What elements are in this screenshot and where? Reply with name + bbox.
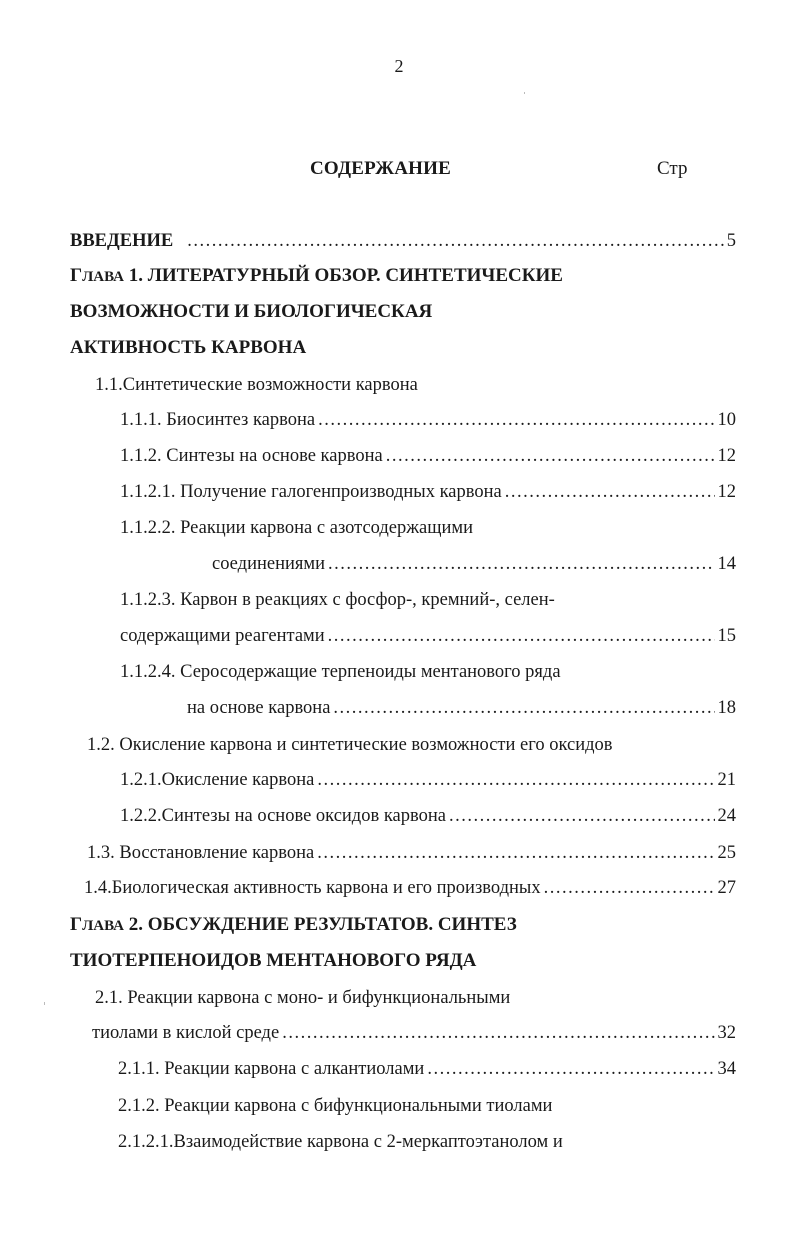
toc-entry-1-1-2-4-line1: 1.1.2.4. Серосодержащие терпеноиды ментанового ряда	[120, 662, 561, 682]
entry-page: 21	[717, 770, 736, 790]
chapter-prefix-rest: ЛАВА	[82, 269, 124, 285]
chapter-prefix-rest: ЛАВА	[82, 918, 124, 934]
entry-text: 1.1.1. Биосинтез карвона	[120, 410, 316, 430]
page-number: 2	[394, 56, 404, 76]
entry-page: 5	[726, 231, 736, 251]
chapter-1-heading-line3: АКТИВНОСТЬ КАРВОНА	[70, 337, 307, 358]
leader-dots	[427, 1057, 714, 1081]
toc-entry-2-1-2-1: 2.1.2.1.Взаимодействие карвона с 2-меркаптоэтанолом и	[118, 1132, 563, 1152]
toc-entry-1-4	[84, 876, 736, 900]
toc-entry-intro	[70, 229, 736, 253]
leader-dots	[333, 696, 714, 720]
toc-entry-1-1: 1.1.Синтетические возможности карвона	[95, 375, 418, 395]
leader-dots	[449, 804, 715, 828]
entry-text: тиолами в кислой среде	[92, 1023, 280, 1043]
entry-page: 27	[717, 878, 736, 898]
entry-page: 25	[717, 843, 736, 863]
chapter-2-heading-line2: ТИОТЕРПЕНОИДОВ МЕНТАНОВОГО РЯДА	[70, 950, 477, 971]
leader-dots	[328, 624, 715, 648]
toc-entry-2-1-1	[118, 1057, 736, 1081]
leader-dots	[318, 408, 714, 432]
entry-text: ВВЕДЕНИЕ	[70, 231, 174, 251]
toc-entry-2-1-line1: 2.1. Реакции карвона с моно- и бифункциональными	[95, 988, 511, 1008]
chapter-1-heading-line2: ВОЗМОЖНОСТИ И БИОЛОГИЧЕСКАЯ	[70, 301, 433, 322]
chapter-title-line1: 2. ОБСУЖДЕНИЕ РЕЗУЛЬТАТОВ. СИНТЕЗ	[124, 914, 517, 935]
entry-page: 32	[717, 1023, 736, 1043]
entry-text: 2.1.1. Реакции карвона с алкантиолами	[118, 1059, 425, 1079]
toc-entry-1-2-1	[120, 768, 736, 792]
entry-page: 18	[717, 698, 736, 718]
toc-entry-1-2: 1.2. Окисление карвона и синтетические возможности его оксидов	[87, 735, 613, 755]
scan-speck	[524, 92, 525, 94]
toc-entry-1-1-2-1	[120, 480, 736, 504]
entry-text: на основе карвона	[187, 698, 331, 718]
entry-page: 14	[717, 554, 736, 574]
leader-dots	[328, 552, 715, 576]
entry-page: 34	[717, 1059, 736, 1079]
toc-entry-2-1-2: 2.1.2. Реакции карвона с бифункциональными тиолами	[118, 1096, 553, 1116]
entry-text: 1.1.2.1. Получение галогенпроизводных карвона	[120, 482, 502, 502]
entry-page: 24	[717, 806, 736, 826]
toc-entry-1-1-2-3	[120, 624, 736, 648]
entry-text: 1.3. Восстановление карвона	[87, 843, 315, 863]
toc-entry-1-1-2-2	[212, 552, 736, 576]
leader-dots	[317, 768, 714, 792]
entry-page: 10	[717, 410, 736, 430]
entry-text: 1.2.1.Окисление карвона	[120, 770, 315, 790]
chapter-prefix-initial: Г	[70, 265, 83, 286]
entry-text: соединениями	[212, 554, 325, 574]
entry-text: 1.2.2.Синтезы на основе оксидов карвона	[120, 806, 446, 826]
leader-dots	[505, 480, 715, 504]
scan-speck	[44, 1002, 45, 1005]
toc-entry-1-1-2-4	[187, 696, 736, 720]
chapter-2-heading	[70, 913, 517, 938]
toc-entry-1-3	[87, 841, 736, 865]
chapter-title-line1: 1. ЛИТЕРАТУРНЫЙ ОБЗОР. СИНТЕТИЧЕСКИЕ	[124, 265, 563, 286]
entry-page: 15	[717, 626, 736, 646]
entry-text: содержащими реагентами	[120, 626, 325, 646]
leader-dots	[282, 1021, 714, 1045]
leader-dots	[187, 229, 724, 253]
toc-entry-1-1-2	[120, 444, 736, 468]
chapter-1-heading	[70, 264, 563, 289]
toc-entry-1-1-2-3-line1: 1.1.2.3. Карвон в реакциях с фосфор-, кремний-, селен-	[120, 590, 555, 610]
entry-text: 1.4.Биологическая активность карвона и его производных	[84, 878, 541, 898]
leader-dots	[317, 841, 714, 865]
leader-dots	[386, 444, 715, 468]
page-column-label: Стр	[657, 158, 688, 179]
leader-dots	[544, 876, 715, 900]
chapter-prefix-initial: Г	[70, 914, 83, 935]
toc-entry-1-1-2-2-line1: 1.1.2.2. Реакции карвона с азотсодержащими	[120, 518, 474, 538]
entry-page: 12	[717, 446, 736, 466]
toc-entry-2-1	[92, 1021, 736, 1045]
toc-title: СОДЕРЖАНИЕ	[310, 158, 451, 179]
toc-entry-1-1-1	[120, 408, 736, 432]
entry-text: 1.1.2. Синтезы на основе карвона	[120, 446, 383, 466]
toc-entry-1-2-2	[120, 804, 736, 828]
entry-page: 12	[717, 482, 736, 502]
